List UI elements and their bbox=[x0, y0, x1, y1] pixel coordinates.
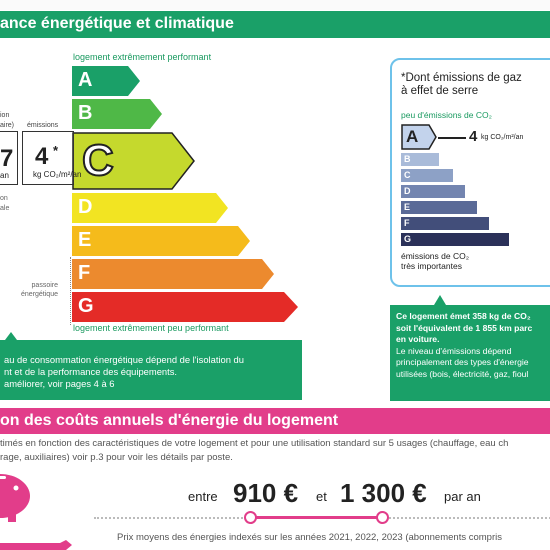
note-pointer bbox=[5, 332, 17, 340]
emissions-unit: kg CO₂/m²/an bbox=[33, 170, 82, 179]
ges-note-line-4: Le niveau d'émissions dépend bbox=[396, 345, 512, 356]
ges-bottom-line-1: émissions de CO₂ bbox=[401, 251, 470, 261]
ges-note-line-1: Ce logement émet 358 kg de CO₂ bbox=[396, 311, 531, 321]
dpe-bar-f-letter: F bbox=[78, 262, 91, 284]
cost-footer: Prix moyens des énergies indexés sur les années 2021, 2022, 2023 (abonnements compris bbox=[117, 532, 502, 543]
emissions-label: émissions bbox=[27, 122, 59, 129]
ges-note-line-3: en voiture. bbox=[396, 334, 440, 344]
dpe-bar-e-letter: E bbox=[78, 229, 92, 251]
dpe-bar-b bbox=[72, 99, 164, 129]
ges-bottom-label bbox=[401, 251, 469, 271]
ges-value-connector bbox=[438, 137, 466, 139]
dpe-bottom-label: logement extrêmement peu performant bbox=[73, 323, 229, 333]
dpe-top-label: logement extrêmement performant bbox=[73, 52, 212, 62]
dpe-bar-d bbox=[72, 193, 230, 223]
dpe-bar-b-letter: B bbox=[78, 102, 93, 124]
ges-value: 4 bbox=[469, 128, 478, 145]
energy-note-line-1: au de consommation énergétique dépend de l'isolation du bbox=[4, 354, 244, 365]
consumption-note-fragment-2: ale bbox=[0, 205, 10, 212]
consumption-unit: an bbox=[0, 171, 9, 180]
ges-title-line-2: à effet de serre bbox=[401, 85, 479, 97]
ges-subtitle: peu d'émissions de CO₂ bbox=[401, 110, 492, 120]
ges-bar-e: E bbox=[401, 201, 477, 214]
ges-bar-b: B bbox=[401, 153, 439, 166]
dpe-bar-c-current bbox=[72, 132, 196, 190]
dpe-bar-f bbox=[72, 259, 276, 289]
energy-note bbox=[0, 340, 302, 400]
ges-bar-d: D bbox=[401, 185, 465, 198]
piggy-bank-icon bbox=[0, 468, 36, 524]
energy-note-line-2: nt et de la performance des équipements. bbox=[4, 366, 178, 377]
cost-min-marker bbox=[244, 511, 257, 524]
energy-note-line-3: améliorer, voir pages 4 à 6 bbox=[4, 378, 115, 389]
consumption-value: 7 bbox=[0, 145, 14, 172]
dpe-bar-g bbox=[72, 292, 300, 322]
section-title: ance énergétique et climatique bbox=[0, 15, 234, 32]
pink-arrow-icon bbox=[0, 540, 80, 550]
dpe-bar-a-letter: A bbox=[78, 69, 93, 91]
costs-description-line-2: rage, auxiliaires) voir p.3 pour voir les détails par poste. bbox=[0, 452, 233, 463]
ges-bar-a-letter: A bbox=[406, 127, 419, 146]
consumption-label-fragment-2: aire) bbox=[0, 122, 15, 129]
cost-min: 910 € bbox=[233, 478, 299, 508]
ges-title bbox=[401, 72, 522, 98]
dpe-bar-d-letter: D bbox=[78, 196, 93, 218]
dpe-bar-g-letter: G bbox=[78, 295, 94, 317]
cost-et: et bbox=[316, 489, 327, 504]
costs-description bbox=[0, 437, 508, 465]
dpe-bar-g-shape bbox=[72, 292, 300, 322]
ges-note-line-2: soit l'équivalent de 1 855 km parc bbox=[396, 322, 533, 333]
ges-bar-g: G bbox=[401, 233, 509, 246]
passoire-label: passoire énergétique bbox=[21, 282, 58, 298]
dpe-bar-c-letter: C bbox=[82, 136, 114, 185]
ges-note-line-5: principalement des types d'énergie bbox=[396, 357, 529, 367]
dpe-bar-e-shape bbox=[72, 226, 252, 256]
cost-max-marker bbox=[376, 511, 389, 524]
emissions-asterisk: * bbox=[53, 143, 59, 158]
ges-note-line-6: utilisées (bois, électricité, gaz, fioul bbox=[396, 368, 529, 379]
ges-title-line-1: *Dont émissions de gaz bbox=[401, 72, 522, 84]
top-band bbox=[0, 0, 550, 10]
cost-per-year: par an bbox=[444, 489, 481, 504]
costs-title-bar bbox=[0, 408, 550, 434]
dpe-bar-f-shape bbox=[72, 259, 276, 289]
costs-description-line-1: timés en fonction des caractéristiques de votre logement et pour une utilisation standard sur 5 usages (chauffage, eau ch bbox=[0, 438, 509, 449]
emissions-value: 4 bbox=[35, 143, 49, 170]
dpe-bar-d-shape bbox=[72, 193, 230, 223]
ges-bar-f: F bbox=[401, 217, 489, 230]
ges-note bbox=[390, 305, 550, 401]
ges-bar-c: C bbox=[401, 169, 453, 182]
cost-entre: entre bbox=[188, 489, 218, 504]
ges-note-pointer bbox=[434, 295, 446, 305]
consumption-label-fragment: ion bbox=[0, 112, 10, 119]
cost-max: 1 300 € bbox=[340, 478, 427, 508]
dpe-bar-a bbox=[72, 66, 142, 96]
costs-title: on des coûts annuels d'énergie du logement bbox=[0, 412, 339, 429]
cost-range-line bbox=[251, 516, 382, 519]
section-title-bar bbox=[0, 11, 550, 38]
dpe-bar-e bbox=[72, 226, 252, 256]
ges-bottom-line-2: très importantes bbox=[401, 261, 462, 271]
passoire-divider bbox=[70, 257, 71, 325]
ges-unit: kg CO₂/m²/an bbox=[481, 134, 524, 141]
consumption-note-fragment: on bbox=[0, 195, 8, 202]
